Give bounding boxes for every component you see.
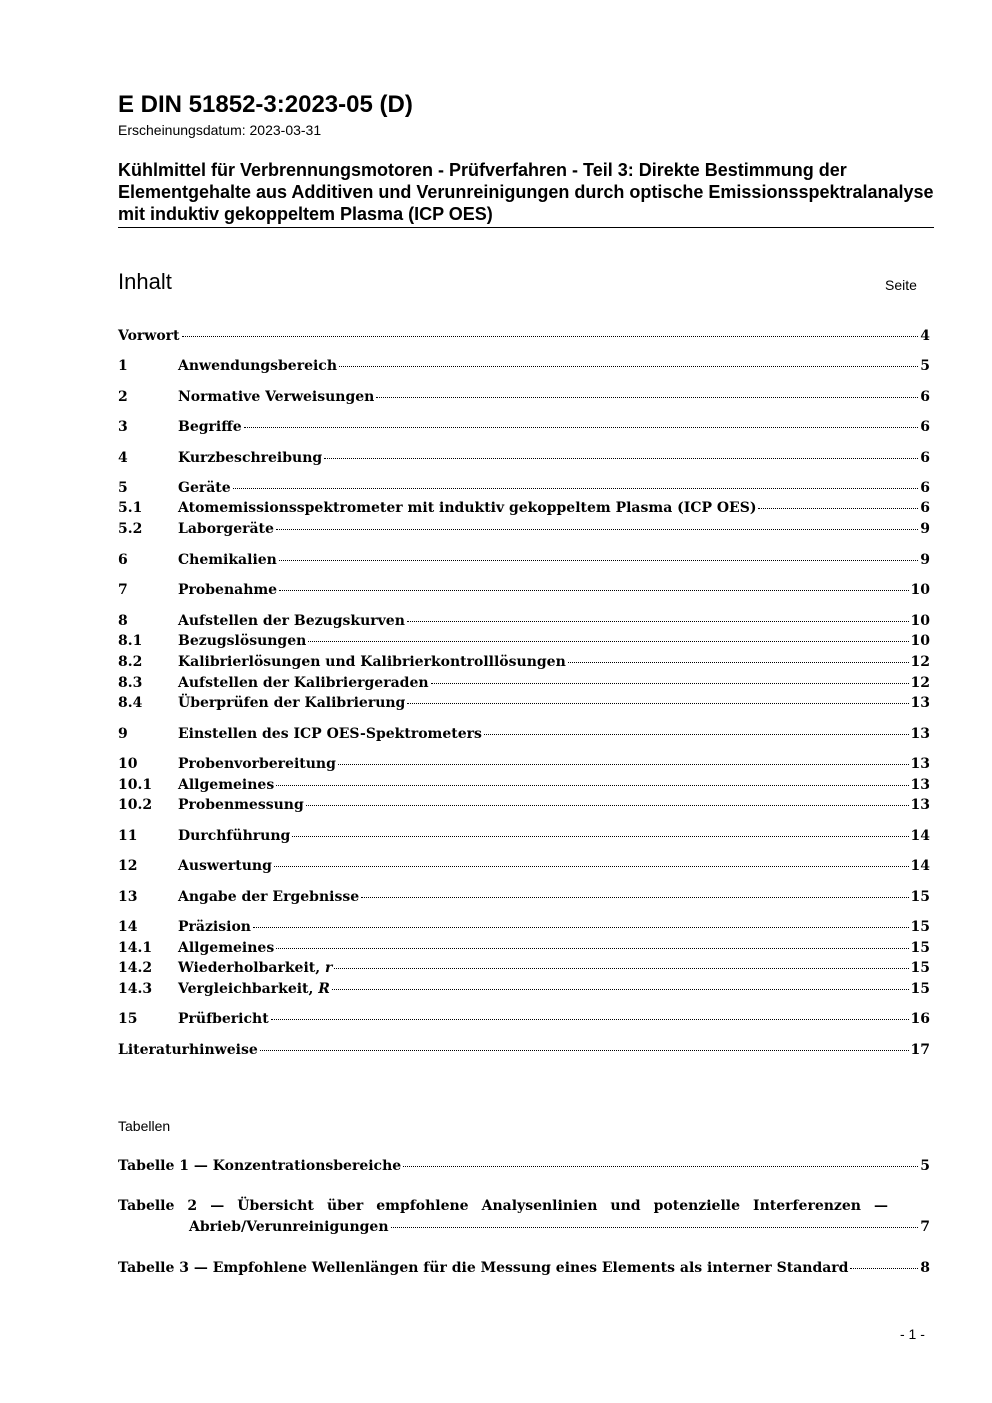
toc-entry[interactable]: [118, 356, 930, 376]
toc-page: 10: [910, 582, 930, 598]
toc-entry[interactable]: [118, 856, 930, 876]
table-entry-label: Tabelle 3 — Empfohlene Wellenlängen für die Messung eines Elements als interner Standard: [118, 1260, 849, 1276]
toc-label: Allgemeines: [178, 940, 275, 956]
toc-leader: [324, 458, 918, 459]
table-entry-page: 8: [920, 1260, 930, 1276]
toc-page: 15: [910, 981, 930, 997]
toc-number: 14.3: [118, 981, 153, 997]
toc-leader: [431, 683, 909, 684]
toc-label: Präzision: [178, 919, 251, 935]
toc-entry[interactable]: [118, 1009, 930, 1029]
toc-page: 6: [920, 389, 930, 405]
toc-label: Kalibrierlösungen und Kalibrierkontrolllösungen: [178, 654, 566, 670]
toc-leader: [308, 641, 908, 642]
toc-entry[interactable]: [118, 1040, 930, 1060]
toc-leader: [292, 836, 908, 837]
toc-leader: [279, 590, 908, 591]
toc-page: 4: [920, 328, 930, 344]
toc-leader: [271, 1019, 909, 1020]
toc-page: 6: [920, 450, 930, 466]
toc-label: Anwendungsbereich: [178, 358, 337, 374]
toc-label: Einstellen des ICP OES-Spektrometers: [178, 726, 482, 742]
toc-number: 5.2: [118, 521, 143, 537]
toc-leader: [332, 989, 909, 990]
toc-page: 14: [910, 858, 930, 874]
toc-label: Auswertung: [178, 858, 272, 874]
toc-number: 14: [118, 919, 138, 935]
toc-entry[interactable]: [118, 498, 930, 518]
toc-label-text: Vergleichbarkeit,: [178, 981, 319, 997]
toc-number: 7: [118, 582, 128, 598]
toc-leader: [338, 764, 909, 765]
table-entry-label-line1[interactable]: Tabelle 2 — Übersicht über empfohlene Analysenlinien und potenzielle Interferenzen —: [118, 1198, 888, 1214]
toc-page: 17: [910, 1042, 930, 1058]
toc-number: 12: [118, 858, 138, 874]
toc-page: 6: [920, 500, 930, 516]
toc-label: Chemikalien: [178, 552, 277, 568]
toc-label: Begriffe: [178, 419, 242, 435]
toc-page: 13: [910, 777, 930, 793]
toc-label: Überprüfen der Kalibrierung: [178, 695, 406, 711]
toc-number: 3: [118, 419, 128, 435]
table-entry-label-line2: Abrieb/Verunreinigungen: [189, 1219, 389, 1235]
toc-label: [178, 979, 330, 999]
toc-label: Allgemeines: [178, 777, 275, 793]
toc-number: 10: [118, 756, 138, 772]
toc-leader: [403, 1166, 918, 1167]
toc-number: 13: [118, 889, 138, 905]
toc-entry[interactable]: [118, 631, 930, 651]
toc-label: Aufstellen der Kalibriergeraden: [178, 675, 429, 691]
toc-entry[interactable]: [118, 826, 930, 846]
toc-leader: [484, 734, 909, 735]
toc-leader: [279, 560, 918, 561]
toc-label-text: Wiederholbarkeit,: [178, 960, 325, 976]
toc-entry[interactable]: [118, 938, 930, 958]
toc-entry[interactable]: [118, 550, 930, 570]
toc-entry[interactable]: [118, 795, 930, 815]
toc-number: 5: [118, 480, 128, 496]
toc-page: 10: [910, 633, 930, 649]
toc-page: 6: [920, 480, 930, 496]
table-entry-page: 7: [920, 1219, 930, 1235]
toc-entry[interactable]: [118, 724, 930, 744]
toc-label: Bezugslösungen: [178, 633, 307, 649]
toc-page: 13: [910, 756, 930, 772]
toc-entry[interactable]: [118, 775, 930, 795]
toc-label: Vorwort: [118, 328, 180, 344]
toc-label: Laborgeräte: [178, 521, 274, 537]
toc-entry[interactable]: [118, 387, 930, 407]
toc-page: 9: [920, 552, 930, 568]
toc-page: 10: [910, 613, 930, 629]
toc-page-label: Seite: [885, 277, 917, 293]
table-list-entry[interactable]: [118, 1258, 930, 1278]
toc-entry[interactable]: [118, 326, 930, 346]
toc-number: 8.2: [118, 654, 143, 670]
toc-entry[interactable]: [118, 958, 930, 978]
toc-entry[interactable]: [118, 979, 930, 999]
toc-number: 4: [118, 450, 128, 466]
toc-entry[interactable]: [118, 917, 930, 937]
toc-page: 5: [920, 358, 930, 374]
table-list-entry[interactable]: [189, 1217, 930, 1237]
toc-leader: [276, 785, 908, 786]
toc-number: 8.3: [118, 675, 143, 691]
toc-label: Kurzbeschreibung: [178, 450, 323, 466]
toc-entry[interactable]: [118, 448, 930, 468]
document-id: E DIN 51852-3:2023-05 (D): [118, 91, 413, 118]
toc-leader: [391, 1227, 919, 1228]
toc-number: 15: [118, 1011, 138, 1027]
toc-page: 12: [910, 675, 930, 691]
toc-leader: [568, 662, 909, 663]
toc-number: 10.2: [118, 797, 153, 813]
toc-leader: [233, 488, 919, 489]
toc-entry[interactable]: [118, 611, 930, 631]
toc-number: 1: [118, 358, 128, 374]
toc-leader: [334, 968, 908, 969]
toc-entry[interactable]: [118, 693, 930, 713]
toc-entry[interactable]: [118, 652, 930, 672]
toc-label: Geräte: [178, 480, 231, 496]
toc-entry[interactable]: [118, 580, 930, 600]
toc-number: 14.1: [118, 940, 153, 956]
toc-leader: [339, 366, 918, 367]
toc-number: 10.1: [118, 777, 153, 793]
page-number: - 1 -: [900, 1326, 925, 1342]
toc-leader: [361, 897, 908, 898]
toc-page: 13: [910, 797, 930, 813]
toc-label: Probenmessung: [178, 797, 304, 813]
toc-leader: [276, 948, 908, 949]
table-entry-page: 5: [920, 1158, 930, 1174]
toc-page: 15: [910, 889, 930, 905]
toc-label-symbol: R: [318, 981, 330, 997]
toc-page: 6: [920, 419, 930, 435]
toc-leader: [244, 427, 919, 428]
toc-leader: [182, 336, 919, 337]
toc-label: Prüfbericht: [178, 1011, 269, 1027]
toc-leader: [260, 1050, 909, 1051]
toc-label-symbol: r: [325, 960, 333, 976]
toc-label: Atomemissionsspektrometer mit induktiv gekoppeltem Plasma (ICP OES): [178, 500, 757, 516]
toc-label: [178, 958, 332, 978]
toc-page: 12: [910, 654, 930, 670]
toc-entry[interactable]: [118, 417, 930, 437]
toc-number: 9: [118, 726, 128, 742]
toc-leader: [306, 805, 909, 806]
toc-number: 6: [118, 552, 128, 568]
toc-number: 8.4: [118, 695, 143, 711]
toc-leader: [850, 1268, 918, 1269]
publication-date: Erscheinungsdatum: 2023-03-31: [118, 122, 322, 138]
toc-label: Probenvorbereitung: [178, 756, 336, 772]
toc-leader: [253, 927, 909, 928]
toc-entry[interactable]: [118, 887, 930, 907]
toc-page: 13: [910, 695, 930, 711]
toc-page: 16: [910, 1011, 930, 1027]
toc-entry[interactable]: [118, 519, 930, 539]
toc-page: 14: [910, 828, 930, 844]
toc-number: 5.1: [118, 500, 143, 516]
toc-page: 15: [910, 940, 930, 956]
toc-number: 14.2: [118, 960, 153, 976]
toc-page: 15: [910, 919, 930, 935]
toc-label: Normative Verweisungen: [178, 389, 375, 405]
table-entry-label: Tabelle 1 — Konzentrationsbereiche: [118, 1158, 402, 1174]
toc-leader: [276, 529, 918, 530]
toc-heading: Inhalt: [118, 269, 172, 294]
toc-page: 15: [910, 960, 930, 976]
toc-number: 2: [118, 389, 128, 405]
toc-label: Literaturhinweise: [118, 1042, 258, 1058]
toc-entry[interactable]: [118, 754, 930, 774]
toc-leader: [758, 508, 918, 509]
tables-heading: Tabellen: [118, 1118, 171, 1134]
document-title: Kühlmittel für Verbrennungsmotoren - Prüfverfahren - Teil 3: Direkte Bestimmung der Elementgehalte aus Additiven und Verunreinigungen durch optische Emissionsspektralanalyse mit induktiv gekoppeltem Plasma (ICP OES): [118, 159, 934, 228]
toc-entry[interactable]: [118, 673, 930, 693]
toc-page: 9: [920, 521, 930, 537]
toc-number: 11: [118, 828, 138, 844]
table-list-entry[interactable]: [118, 1156, 930, 1176]
toc-leader: [274, 866, 909, 867]
toc-label: Aufstellen der Bezugskurven: [178, 613, 405, 629]
toc-label: Durchführung: [178, 828, 291, 844]
toc-page: 13: [910, 726, 930, 742]
toc-leader: [376, 397, 918, 398]
toc-entry[interactable]: [118, 478, 930, 498]
toc-number: 8.1: [118, 633, 143, 649]
toc-leader: [407, 621, 909, 622]
toc-label: Probenahme: [178, 582, 278, 598]
toc-label: Angabe der Ergebnisse: [178, 889, 360, 905]
toc-number: 8: [118, 613, 128, 629]
toc-leader: [407, 703, 908, 704]
